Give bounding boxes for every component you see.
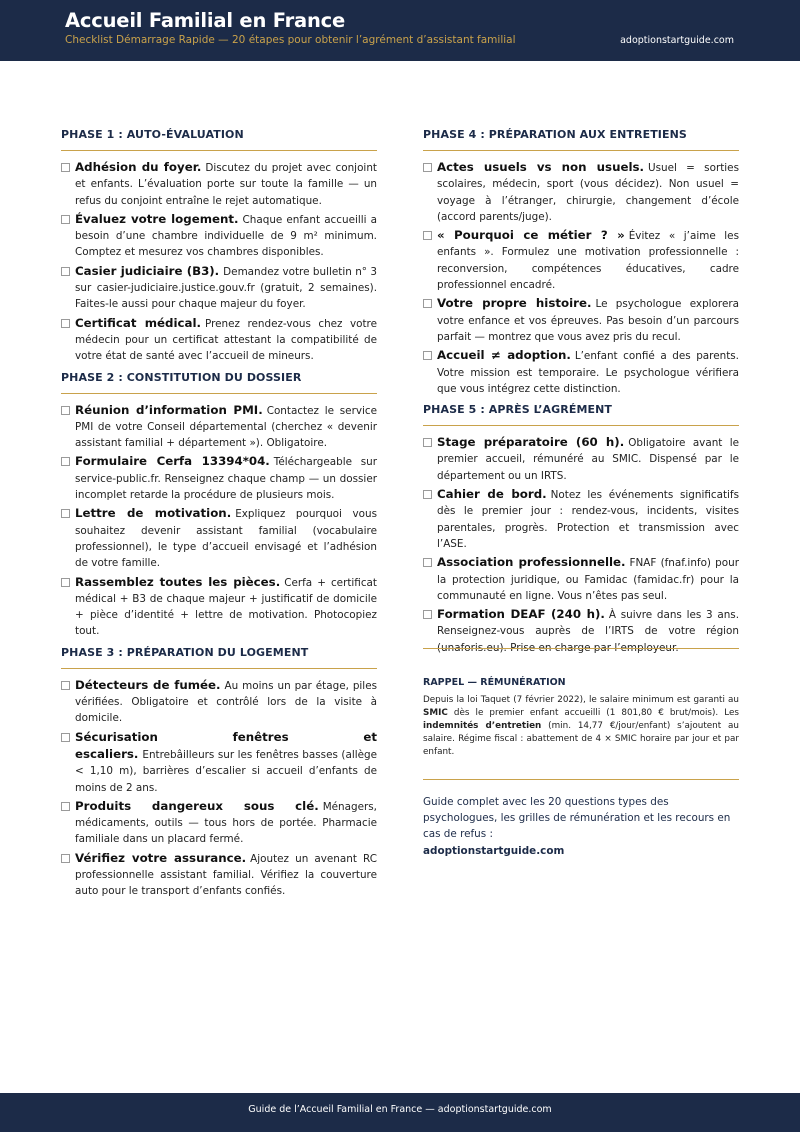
checklist-item [61,263,377,313]
checklist-item [61,677,377,727]
phase-4 [423,128,739,397]
phase-title: PHASE 4 : PRÉPARATION AUX ENTRETIENS [423,128,687,141]
checkbox[interactable] [61,578,70,587]
checklist-item [423,227,739,293]
item-text: Ajoutez un avenant RC professionnelle assistant familial. Vérifiez la couverture auto pour le transport d’enfants confiés. [75,852,377,898]
item-lead: Association professionnelle. [437,555,626,570]
item-lead: Casier judiciaire (B3). [75,263,220,278]
phase-divider [61,150,377,151]
page-subtitle: Checklist Démarrage Rapide — 20 étapes pour obtenir l’agrément d’assistant familial [65,34,516,46]
phase-divider [61,668,377,669]
checklist-item [61,402,377,452]
checklist-item [61,211,377,261]
checkbox[interactable] [423,558,432,567]
page-header [0,0,800,61]
checklist-item [61,505,377,571]
checkbox[interactable] [61,509,70,518]
item-text: Usuel = sorties scolaires, médecin, sport (vous décidez). Non usuel = voyage à l’étranger, chirurgie, changement d’école (accord parents/juge). [437,162,739,223]
item-lead: Sécurisation fenêtres et escaliers. [75,729,377,761]
checklist-item [61,798,377,848]
item-text: L’enfant confié a des parents. Votre mission est temporaire. Le psychologue vérifiera que vous intégrez cette distinction. [437,350,739,395]
item-text: Expliquez pourquoi vous souhaitez devenir assistant familial (vocabulaire professionnel), le type d’accueil envisagé et l’adhésion de votre famille. [75,508,377,570]
phase-1 [61,128,377,365]
item-text: Prenez rendez-vous chez votre médecin pour un certificat attestant la compatibilité de votre état de santé avec l’accueil de mineurs. [75,317,377,363]
item-text: Notez les événements significatifs dès le premier jour : rendez-vous, incidents, visites parentales, progrès. Protection et transmission avec l’ASE. [437,489,739,550]
reminder-text-part: (min. 14,77 €/jour/enfant) s’ajoutent au salaire. Régime fiscal : abattement de 4 × SMIC horaire par jour et par enfant. [423,721,740,757]
right-column [423,128,739,660]
checkbox[interactable] [61,163,70,172]
checklist-item [423,295,739,345]
checkbox[interactable] [61,215,70,224]
checkbox[interactable] [61,406,70,415]
reminder-smic: SMIC [423,708,448,718]
left-column [61,128,377,904]
reminder-top-divider [423,648,739,649]
phase-title: PHASE 2 : CONSTITUTION DU DOSSIER [61,370,302,384]
checkbox[interactable] [61,854,70,863]
phase-divider [423,425,739,426]
checkbox[interactable] [61,733,70,742]
item-lead: Cahier de bord. [437,487,547,502]
guide-link[interactable]: adoptionstartguide.com [423,844,565,857]
item-lead: Lettre de motivation. [75,506,232,521]
phase-title: PHASE 3 : PRÉPARATION DU LOGEMENT [61,645,309,659]
checklist-item [423,159,739,225]
item-lead: Évaluez votre logement. [75,211,239,226]
page-title: Accueil Familial en France [65,9,346,32]
guide-text: Guide complet avec les 20 questions types des psychologues, les grilles de rémunération et les recours en cas de refus : [423,796,731,841]
reminder-title: RAPPEL — RÉMUNÉRATION [423,677,566,688]
phase-5 [423,403,739,656]
phase-title: PHASE 5 : APRÈS L’AGRÉMENT [423,403,613,417]
item-lead: Accueil ≠ adoption. [437,348,571,363]
item-lead: Détecteurs de fumée. [75,677,221,692]
checklist-item [61,453,377,503]
checklist-item [423,486,739,552]
remuneration-reminder [423,648,739,780]
item-text: Au moins un par étage, piles vérifiées. Obligatoire et contrôlé lors de la visite à domicile. [75,679,377,725]
checklist-item [423,554,739,604]
phase-2 [61,371,377,640]
item-lead: Certificat médical. [75,315,202,330]
item-text: Entrebâilleurs sur les fenêtres basses (allège < 1,10 m), barrières d’escalier si accueil d’enfants de moins de 2 ans. [75,748,377,794]
footer-text: Guide de l’Accueil Familial en France — adoptionstartguide.com [248,1104,552,1115]
item-text: Ménagers, médicaments, outils — tous hors de portée. Pharmacie familiale dans un placard fermé. [75,800,377,846]
item-text: Contactez le service PMI de votre Conseil départemental (cherchez « devenir assistant familial + département »). Obligatoire. [75,404,377,450]
checklist-item [61,850,377,900]
checkbox[interactable] [423,490,432,499]
item-lead: Actes usuels vs non usuels. [437,160,645,174]
checkbox[interactable] [423,163,432,172]
checklist-item [61,729,377,796]
phase-divider [423,150,739,151]
phase-3 [61,646,377,900]
checkbox[interactable] [61,457,70,466]
header-site-link[interactable]: adoptionstartguide.com [620,35,734,46]
checkbox[interactable] [61,267,70,276]
item-lead: Rassemblez toutes les pièces. [75,574,281,589]
item-text: Évitez « j’aime les enfants ». Formulez une motivation professionnelle : reconversion, compétences éducatives, cadre professionnel encadré. [437,230,739,292]
checkbox[interactable] [61,802,70,811]
item-lead: Formation DEAF (240 h). [437,607,605,622]
checkbox[interactable] [61,681,70,690]
checklist-item [61,315,377,365]
checklist-item [61,574,377,640]
reminder-indemnites: indemnités d’entretien [423,721,542,731]
item-lead: « Pourquoi ce métier ? » [437,228,625,243]
checkbox[interactable] [61,319,70,328]
item-lead: Vérifiez votre assurance. [75,850,247,865]
guide-promo [423,794,739,859]
item-text: Chaque enfant accueilli a besoin d’une chambre individuelle de 9 m² minimum. Comptez et mesurez vos chambres disponibles. [75,213,377,259]
item-text: Demandez votre bulletin n° 3 sur casier-judiciaire.justice.gouv.fr (gratuit, 2 semaines). Faites-le aussi pour chaque majeur du foyer. [75,265,377,311]
item-text: À suivre dans les 3 ans. Renseignez-vous auprès de l’IRTS de votre région (unaforis.eu). Prise en charge par l’employeur. [437,609,739,654]
checkbox[interactable] [423,231,432,240]
item-text: Cerfa + certificat médical + B3 de chaque majeur + justificatif de domicile + pièce d’identité + lettre de motivation. Photocopiez tout. [75,576,377,638]
reminder-text-part: dès le premier enfant accueilli (1 801,80 € brut/mois). Les [453,708,740,718]
item-text: FNAF (fnaf.info) pour la protection juridique, ou Famidac (famidac.fr) pour la communauté en ligne. Vous n’êtes pas seul. [437,557,739,602]
phase-title: PHASE 1 : AUTO-ÉVALUATION [61,128,244,141]
page-footer [0,1093,800,1132]
item-lead: Produits dangereux sous clé. [75,798,319,813]
item-text: Obligatoire avant le premier accueil, rémunéré au SMIC. Dispensé par le département ou un IRTS. [437,437,739,482]
checkbox[interactable] [423,610,432,619]
item-lead: Formulaire Cerfa 13394*04. [75,454,270,469]
item-lead: Votre propre histoire. [437,296,592,311]
item-text: Téléchargeable sur service-public.fr. Renseignez chaque champ — un dossier incomplet retarde la procédure de plusieurs mois. [75,456,378,502]
reminder-bottom-divider [423,779,739,780]
phase-divider [61,393,377,394]
item-lead: Stage préparatoire (60 h). [437,435,625,450]
item-lead: Réunion d’information PMI. [75,402,263,417]
checklist-item [423,434,739,484]
checklist-item [61,159,377,209]
checkbox[interactable] [423,299,432,308]
reminder-text-part: Depuis la loi Taquet (7 février 2022), le salaire minimum est garanti au [423,695,739,705]
item-lead: Adhésion du foyer. [75,160,202,174]
item-text: Le psychologue explorera votre enfance et vos épreuves. Pas besoin d’un parcours parfait — montrez que vous avez pris du recul. [437,298,739,343]
checkbox[interactable] [423,438,432,447]
item-text: Discutez du projet avec conjoint et enfants. L’évaluation porte sur toute la famille — un refus du conjoint entraîne le rejet automatique. [75,162,377,207]
checkbox[interactable] [423,351,432,360]
reminder-text [423,694,739,759]
checklist-item [423,347,739,397]
